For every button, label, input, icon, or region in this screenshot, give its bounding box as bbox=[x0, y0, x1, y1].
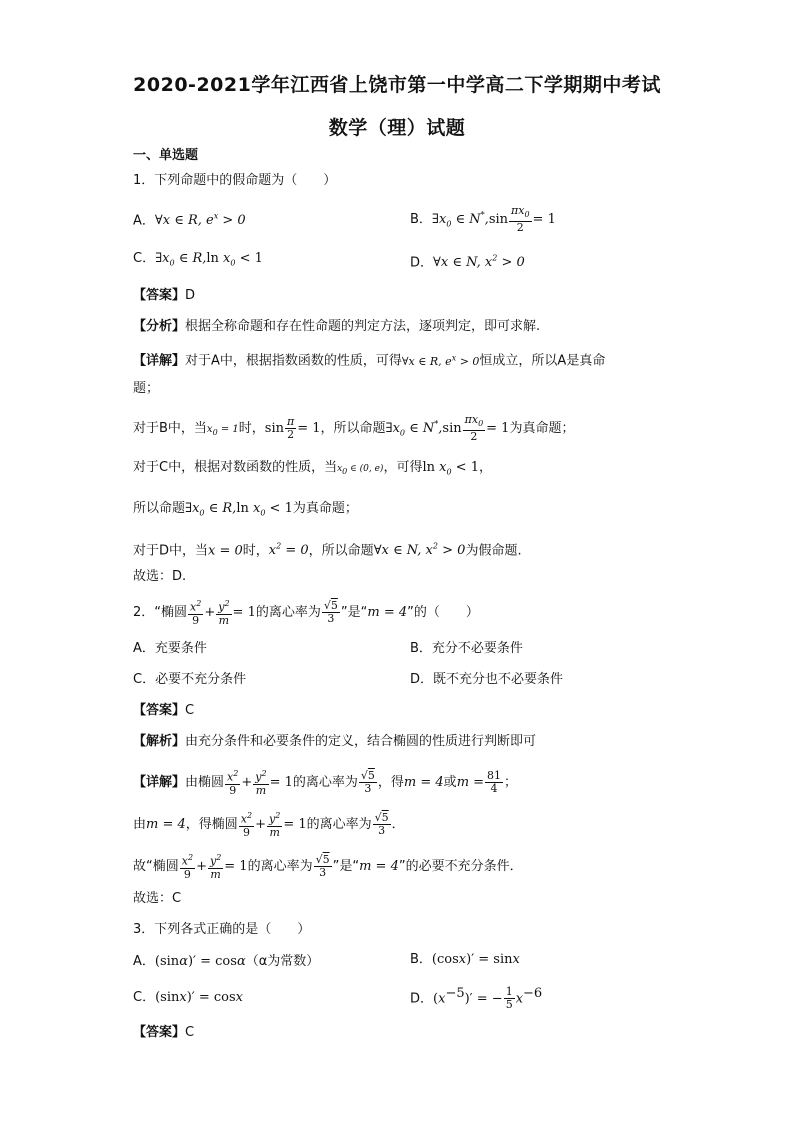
q2-option-c: C．必要不充分条件 bbox=[133, 672, 247, 687]
q3-option-c: C．(sinx)′ = cosx bbox=[133, 990, 244, 1005]
q3-option-b: B．(cosx)′ = sinx bbox=[410, 952, 520, 967]
q2-analysis: 【解析】由充分条件和必要条件的定义，结合椭圆的性质进行判断即可 bbox=[133, 734, 537, 749]
q1-option-a: A．∀x ∈ R, $e^x > 0$ bbox=[133, 212, 246, 229]
q3-option-d: D．$(x^{-5})'$ = − $\frac{1}{5}$ $x^{-6}$ bbox=[410, 985, 543, 1012]
q3-stem: 3．下列各式正确的是（ ） bbox=[133, 922, 311, 937]
q1-option-d: D．∀x ∈ N, $x^2 > 0$ bbox=[410, 254, 525, 271]
q1-detail-a: 【详解】对于A中，根据指数函数的性质，可得∀x ∈ R, $e^x > 0$恒成立，所以A是真命 bbox=[133, 353, 606, 369]
q2-detail-1: 【详解】由椭圆 $\frac{x^2}{9}$ + $\frac{y^2}{m}$ = 1的离心率为 $\frac{√5}{3}$ ，得m = 4或m = $\frac{81}{4}$ ； bbox=[133, 768, 518, 797]
exam-title: 2020-2021学年江西省上饶市第一中学高二下学期期中考试 bbox=[133, 74, 661, 96]
q1-conclusion: 故选：D. bbox=[133, 569, 187, 584]
q1-answer: 【答案】D bbox=[133, 288, 196, 303]
q2-option-a: A．充要条件 bbox=[133, 641, 207, 656]
q1-detail-d: 对于D中，当x = 0时，$x^2 = 0$，所以命题∀x ∈ N, $x^2 > 0$为假命题. bbox=[133, 542, 522, 559]
q1-detail-c: 对于C中，根据对数函数的性质，当$x_0$ ∈ (0, e)，可得$\ln x_0 < 1$， bbox=[133, 460, 492, 477]
q2-conclusion: 故选：C bbox=[133, 891, 182, 906]
q2-detail-2: 由m = 4，得椭圆 $\frac{x^2}{9}$ + $\frac{y^2}{m}$ = 1的离心率为 $\frac{√5}{3}$ ． bbox=[133, 810, 405, 839]
q2-option-b: B．充分不必要条件 bbox=[410, 641, 523, 656]
section-heading: 一、单选题 bbox=[133, 148, 199, 163]
q1-detail-c-cont: 所以命题$\exists x_0$ ∈ R,ln $x_0 < 1$为真命题； bbox=[133, 501, 358, 518]
q2-stem: 2．“椭圆 $\frac{x^2}{9}$ + $\frac{y^2}{m}$ = 1的离心率为 $\frac{√5}{3}$ ”是“m = 4”的（ ） bbox=[133, 598, 479, 627]
q2-answer: 【答案】C bbox=[133, 703, 195, 718]
q1-stem: 1．下列命题中的假命题为（ ） bbox=[133, 173, 337, 188]
q1-option-c: C．$\exists x_0$ ∈ R,ln $x_0 < 1$ bbox=[133, 251, 263, 268]
q3-answer: 【答案】C bbox=[133, 1025, 195, 1040]
q2-detail-3: 故“椭圆 $\frac{x^2}{9}$ + $\frac{y^2}{m}$ = 1的离心率为 $\frac{√5}{3}$ ”是“m = 4”的必要不充分条件． bbox=[133, 852, 523, 881]
q3-option-a: A．(sinα)′ = cosα（α为常数） bbox=[133, 954, 320, 969]
q1-detail-b: 对于B中，当$x_0 = 1$时，sin $\frac{\pi}{2}$ = 1，所以命题$\exists x_0$ ∈ N*,sin $\frac{\pi x_0}{2}$ = 1为真命题； bbox=[133, 413, 575, 444]
exam-subtitle: 数学（理）试题 bbox=[328, 117, 466, 139]
q2-option-d: D．既不充分也不必要条件 bbox=[410, 672, 564, 687]
q1-option-b: B．$\exists x_0$ ∈ N*,sin $\frac{\pi x_0}{2}$ = 1 bbox=[410, 204, 556, 235]
q1-detail-a-cont: 题； bbox=[133, 381, 160, 396]
q1-analysis: 【分析】根据全称命题和存在性命题的判定方法，逐项判定，即可求解. bbox=[133, 319, 541, 334]
